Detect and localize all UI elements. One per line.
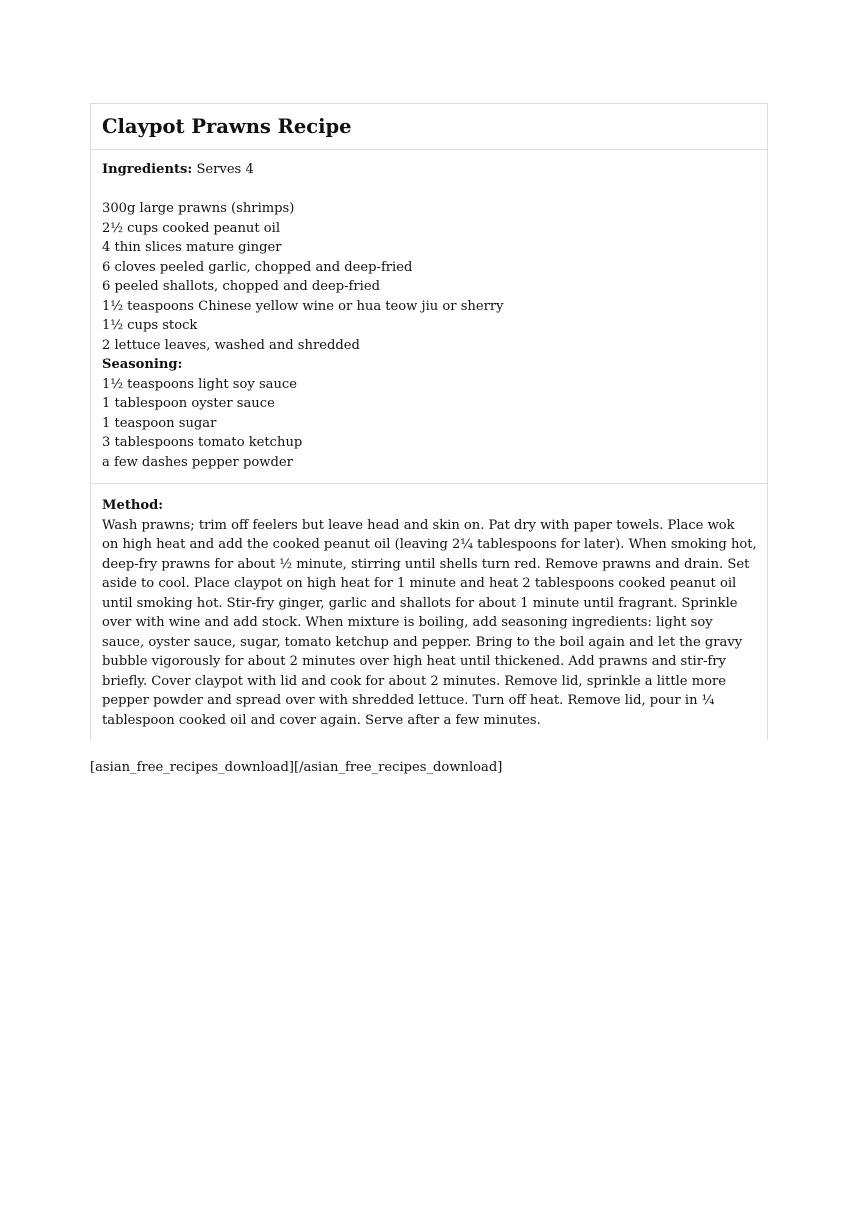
ingredient-item: 1½ cups stock <box>102 318 198 333</box>
serves-text: Serves 4 <box>196 162 254 177</box>
seasoning-item: 1½ teaspoons light soy sauce <box>102 376 297 392</box>
ingredient-item: 4 thin slices mature ginger <box>102 240 282 255</box>
method-text-line: Wash prawns; trim off feelers but leave head and skin on. Pat dry with paper towels. Place wok <box>102 517 735 533</box>
ingredients-section <box>91 150 767 484</box>
ingredient-item: 2 lettuce leaves, washed and shredded <box>102 337 360 353</box>
method-text-line: until smoking hot. Stir-fry ginger, garlic and shallots for about 1 minute until fragrant. Sprinkle <box>102 595 738 611</box>
ingredient-item: 300g large prawns (shrimps) <box>102 201 295 216</box>
method-text-line: deep-fry prawns for about ½ minute, stirring until shells turn red. Remove prawns and drain. Set <box>102 556 750 572</box>
ingredients-spacer <box>102 180 756 200</box>
download-shortcode-text: [asian_free_recipes_download][/asian_free_recipes_download] <box>90 760 503 775</box>
method-text-line: sauce, oyster sauce, sugar, tomato ketchup and pepper. Bring to the boil again and let the gravy <box>102 634 743 650</box>
seasoning-item: a few dashes pepper powder <box>102 454 293 470</box>
seasoning-item: 1 teaspoon sugar <box>102 415 217 431</box>
method-section <box>91 484 767 740</box>
ingredient-item: 1½ teaspoons Chinese yellow wine or hua teow jiu or sherry <box>102 298 504 314</box>
seasoning-item: 1 tablespoon oyster sauce <box>102 396 275 411</box>
method-text-line: on high heat and add the cooked peanut oil (leaving 2¼ tablespoons for later). When smoking hot, <box>102 537 757 552</box>
method-label: Method: <box>102 498 164 513</box>
method-text-line: pepper powder and spread over with shredded lettuce. Turn off heat. Remove lid, pour in ¼ <box>102 693 715 708</box>
method-text-line: briefly. Cover claypot with lid and cook for about 2 minutes. Remove lid, sprinkle a little more <box>102 673 727 689</box>
ingredient-item: 6 cloves peeled garlic, chopped and deep-fried <box>102 259 413 275</box>
method-text-line: over with wine and add stock. When mixture is boiling, add seasoning ingredients: light soy <box>102 615 713 630</box>
method-text-line: tablespoon cooked oil and cover again. Serve after a few minutes. <box>102 712 541 728</box>
ingredient-item: 6 peeled shallots, chopped and deep-fried <box>102 279 380 294</box>
recipe-title: Claypot Prawns Recipe <box>102 114 352 138</box>
ingredients-label: Ingredients: <box>102 162 193 177</box>
seasoning-item: 3 tablespoons tomato ketchup <box>102 435 303 450</box>
recipe-title-section <box>91 104 767 150</box>
ingredients-heading <box>102 160 756 180</box>
ingredient-item: 2½ cups cooked peanut oil <box>102 220 281 236</box>
recipe-card <box>90 103 768 740</box>
seasoning-label: Seasoning: <box>102 357 183 372</box>
method-text-line: bubble vigorously for about 2 minutes over high heat until thickened. Add prawns and stir-fry <box>102 654 726 669</box>
method-text-line: aside to cool. Place claypot on high heat for 1 minute and heat 2 tablespoons cooked peanut oil <box>102 576 737 591</box>
